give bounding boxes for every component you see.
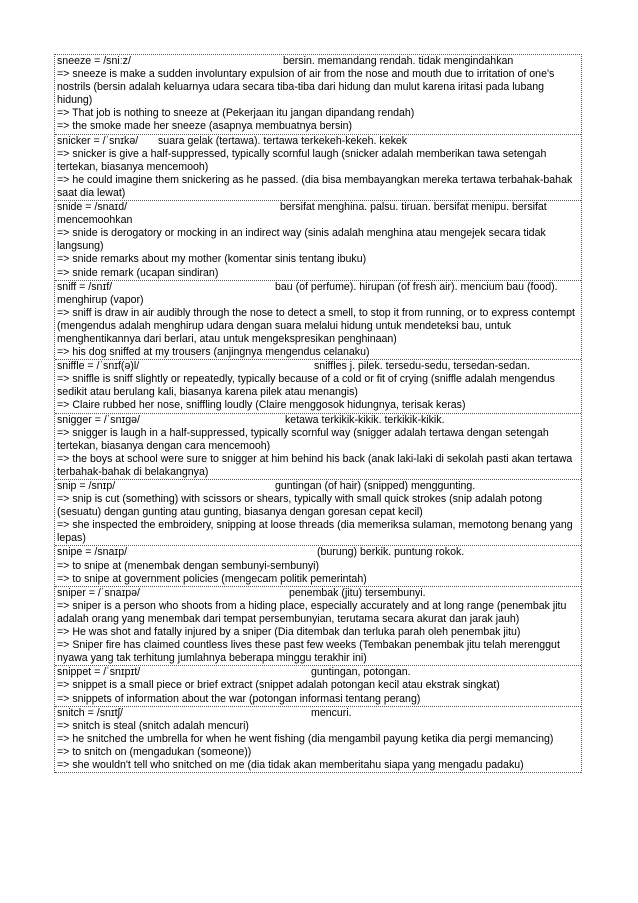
definition-line: => sneeze is make a sudden involuntary expulsion of air from the nose and mouth due to irritation of one's nostrils (bersin adalah keluarnya udara secara tiba-tiba dari hidung dan mulut karena iritasi pada lubang hidung) — [57, 68, 555, 107]
definition-line: => snide is derogatory or mocking in an indirect way (sinis adalah menghina atau mengejek secara tidak langsung) — [57, 227, 546, 253]
example-line: => Claire rubbed her nose, sniffling loudly (Claire menggosok hidungnya, terisak keras) — [57, 399, 466, 412]
example-line: => That job is nothing to sneeze at (Pekerjaan itu jangan dipandang rendah) — [57, 107, 415, 120]
example-line: => to snitch on (mengadukan (someone)) — [57, 745, 252, 758]
entry-headline — [57, 666, 580, 679]
entry-3 — [55, 201, 581, 281]
entry-headline — [57, 360, 580, 373]
example-line: => his dog sniffed at my trousers (anjingnya mengendus celanaku) — [57, 346, 370, 359]
entry-headline — [57, 546, 580, 559]
entry-headline — [57, 587, 580, 600]
headword-meaning-continued: menghirup (vapor) — [57, 293, 144, 306]
headword-meaning: mencuri. — [311, 706, 352, 719]
headword-meaning: penembak (jitu) tersembunyi. — [289, 586, 426, 599]
headword-pronunciation: snicker = /ˈsnɪkə/ — [57, 134, 139, 147]
headword-meaning-continued: mencemoohkan — [57, 214, 133, 227]
headword-meaning: bersin. memandang rendah. tidak mengindahkan — [283, 55, 514, 67]
definition-line: => to snipe at (menembak dengan sembunyi-sembunyi) — [57, 559, 320, 572]
entry-6 — [55, 414, 581, 480]
headword-pronunciation: snippet = /ˈsnɪpɪt/ — [57, 666, 141, 679]
entry-headline — [57, 55, 580, 68]
entry-headline — [57, 414, 580, 427]
entry-10 — [55, 666, 581, 706]
example-line: => to snipe at government policies (mengecam politik pemerintah) — [57, 572, 367, 585]
headword-meaning: ketawa terkikik-kikik. terkikik-kikik. — [285, 413, 445, 426]
headword-meaning: suara gelak (tertawa). tertawa terkekeh-kekeh. kekek — [158, 134, 408, 147]
entry-2 — [55, 135, 581, 201]
example-line: => snide remark (ucapan sindiran) — [57, 266, 219, 279]
entry-11 — [55, 707, 581, 773]
definition-line: => snigger is laugh in a half-suppressed, typically scornful way (snigger adalah tertawa dengan setengah tertekan, biasanya dengan cara mencemooh) — [57, 426, 549, 452]
headword-pronunciation: snip = /snɪp/ — [57, 480, 116, 492]
headword-pronunciation: sniff = /snɪf/ — [57, 280, 113, 293]
example-line: => snippets of information about the war (potongan informasi tentang perang) — [57, 692, 421, 705]
headword-meaning: guntingan, potongan. — [311, 666, 411, 679]
headword-meaning: bau (of perfume). hirupan (of fresh air). mencium bau (food). — [275, 280, 558, 293]
headword-meaning: (burung) berkik. puntung rokok. — [317, 546, 465, 559]
headword-pronunciation: snitch = /snɪtʃ/ — [57, 706, 123, 719]
entry-headline — [57, 135, 580, 148]
definition-line: => snippet is a small piece or brief extract (snippet adalah potongan kecil atau ekstrak singkat) — [57, 679, 500, 692]
headword-pronunciation: snide = /snaɪd/ — [57, 201, 128, 214]
definition-line: => snip is cut (something) with scissors or shears, typically with small quick strokes (snip adalah potong (sesuatu) dengan gunting atau gunting, biasanya dengan goresan cepat kecil) — [57, 493, 543, 519]
entry-7 — [55, 480, 581, 546]
entry-9 — [55, 587, 581, 667]
entry-1 — [55, 55, 581, 135]
vocabulary-table — [54, 54, 582, 773]
headword-meaning: guntingan (of hair) (snipped) menggunting. — [275, 480, 476, 492]
entry-5 — [55, 360, 581, 413]
entry-headline — [57, 480, 580, 493]
entry-8 — [55, 546, 581, 586]
example-line: => snide remarks about my mother (komentar sinis tentang ibuku) — [57, 253, 367, 266]
entry-headline — [57, 201, 580, 214]
definition-line: => snicker is give a half-suppressed, typically scornful laugh (snicker adalah memberikan tawa setengah tertekan, biasanya mencemooh) — [57, 147, 547, 173]
example-line: => she inspected the embroidery, snipping at loose threads (dia memeriksa sulaman, memotong benang yang lepas) — [57, 519, 573, 545]
example-line: => she wouldn't tell who snitched on me (dia tidak akan memberitahu siapa yang mengadu padaku) — [57, 758, 524, 771]
headword-pronunciation: sniffle = /ˈsnɪf(ə)l/ — [57, 360, 140, 373]
entry-headline — [57, 281, 580, 294]
definition-line: => snitch is steal (snitch adalah mencuri) — [57, 719, 249, 732]
example-line: => the boys at school were sure to snigger at him behind his back (anak laki-laki di sekolah pasti akan tertawa terbahak-bahak di belakangnya) — [57, 452, 573, 478]
example-line: => he could imagine them snickering as he passed. (dia bisa membayangkan mereka tertawa terbahak-bahak saat dia lewat) — [57, 173, 573, 199]
definition-line: => sniffle is sniff slightly or repeatedly, typically because of a cold or fit of crying (sniffle adalah mengendus sedikit atau berulang kali, biasanya karena pilek atau menangis) — [57, 373, 555, 399]
entry-headline — [57, 707, 580, 720]
definition-line: => sniper is a person who shoots from a hiding place, especially accurately and at long range (penembak jitu adalah orang yang menembak dari tempat persembunyian, terutama secara akurat dan jarak jauh) — [57, 599, 567, 625]
headword-meaning: bersifat menghina. palsu. tiruan. bersifat menipu. bersifat — [280, 201, 547, 214]
headword-pronunciation: sniper = /ˈsnaɪpə/ — [57, 586, 140, 599]
entry-4 — [55, 281, 581, 361]
headword-meaning: sniffles j. pilek. tersedu-sedu, tersedan-sedan. — [314, 360, 530, 373]
example-line: => Sniper fire has claimed countless lives these past few weeks (Tembakan penembak jitu telah merenggut nyawa yang tak terhitung jumlahnya beberapa minggu terakhir ini) — [57, 639, 560, 665]
example-line: => he snitched the umbrella for when he went fishing (dia mengambil payung ketika dia pergi memancing) — [57, 732, 554, 745]
example-line: => the smoke made her sneeze (asapnya membuatnya bersin) — [57, 120, 353, 133]
definition-line: => sniff is draw in air audibly through the nose to detect a smell, to stop it from running, or to express contempt (mengendus adalah menghirup udara dengan suara melalui hidung untuk mendeteksi bau, untuk menghentikannya dari berlari, atau untuk mengekspresikan penghinaan) — [57, 306, 575, 345]
headword-pronunciation: sneeze = /sniːz/ — [57, 55, 131, 67]
headword-pronunciation: snigger = /ˈsnɪɡə/ — [57, 413, 140, 426]
example-line: => He was shot and fatally injured by a sniper (Dia ditembak dan terluka parah oleh penembak jitu) — [57, 626, 521, 639]
headword-pronunciation: snipe = /snaɪp/ — [57, 546, 128, 559]
